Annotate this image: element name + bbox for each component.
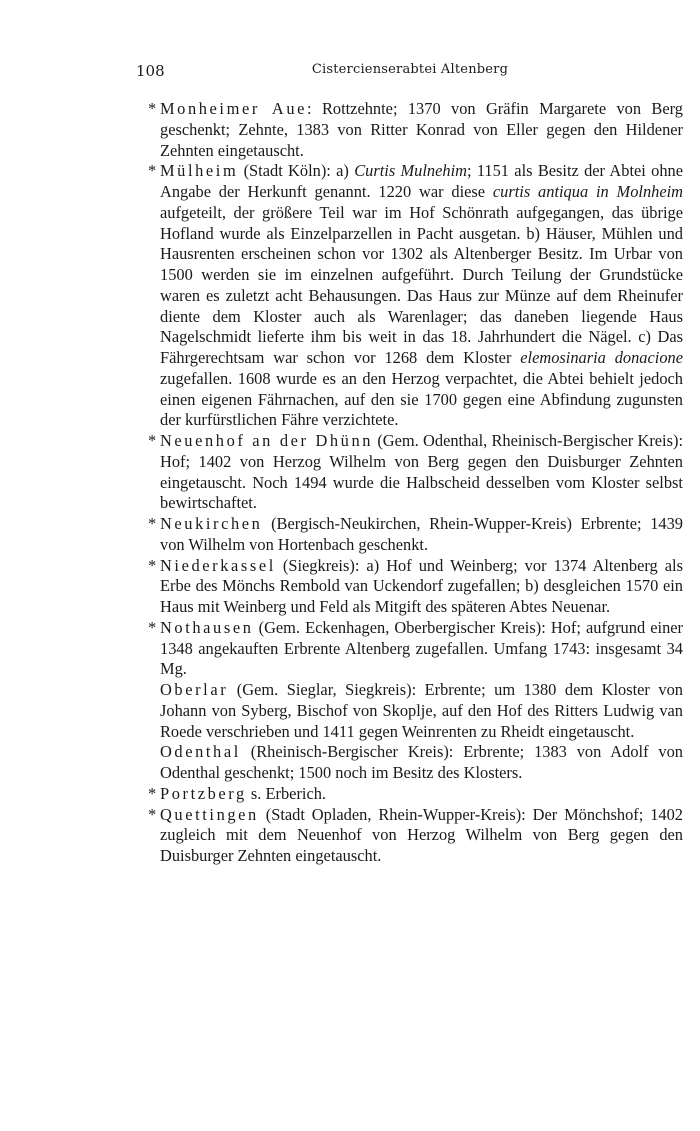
entry-text: zugefallen. 1608 wurde es an den Herzog verpachtet, die Abtei behielt jedoch einen eigenen Fährnachen, auf den sie 1700 gegen eine Abfindung zugunsten der kurfürstlichen Fähre verzichtete.: [160, 368, 683, 430]
entry-monheimer-aue: [139, 99, 683, 161]
entry-oberlar: [139, 680, 683, 742]
entry-lemma: Neukirchen: [160, 514, 263, 533]
entry-text: ; 1151 als Besitz der Abtei ohne Angabe der Herkunft genannt. 1220 war diese: [160, 161, 683, 201]
entry-portzberg: [139, 784, 683, 805]
entry-text: (Stadt Opladen, Rhein-Wupper-Kreis): Der Mönchshof; 1402 zugleich mit dem Neuenhof von Herzog Wilhelm von Berg gegen den Duisburger Zehnten eingetauscht.: [160, 804, 683, 865]
page-number: 108: [136, 62, 165, 80]
asterisk-marker: *: [148, 431, 157, 450]
entry-lemma: Mülheim: [160, 161, 239, 181]
entry-italic-phrase: curtis antiqua in Molnheim: [492, 182, 684, 201]
entry-lemma: Monheimer Aue: [160, 99, 308, 118]
entry-muelheim: [139, 161, 683, 431]
asterisk-marker: *: [148, 514, 157, 533]
entry-lemma: Portzberg: [160, 783, 247, 803]
entry-text: (Bergisch-Neukirchen, Rhein-Wupper-Kreis) Erbrente; 1439 von Wilhelm von Hortenbach geschenkt.: [160, 514, 683, 554]
entry-text: s. Erberich.: [246, 783, 327, 803]
entry-neuenhof: [139, 431, 683, 514]
entry-text: (Rheinisch-Bergischer Kreis): Erbrente; 1383 von Adolf von Odenthal geschenkt; 1500 noch im Besitz des Klosters.: [160, 742, 683, 782]
entry-text: (Gem. Sieglar, Siegkreis): Erbrente; um 1380 dem Kloster von Johann von Syberg, Bischof von Skoplje, auf den Hof des Ritters Ludwig van Roede verschrieben und 1411 gegen Weinrenten zu Rheidt eingetauscht.: [160, 680, 683, 741]
entry-lemma: Odenthal: [160, 742, 241, 762]
entry-lemma: Niederkassel: [160, 555, 276, 575]
entry-niederkassel: [139, 556, 683, 618]
asterisk-marker: *: [148, 783, 157, 803]
entry-text: (Stadt Köln): a): [238, 161, 355, 181]
asterisk-marker: *: [148, 161, 157, 181]
entry-lemma: Oberlar: [160, 680, 229, 699]
entry-italic-phrase: Curtis Mulnehim: [354, 161, 467, 181]
entry-lemma: Quettingen: [160, 804, 259, 824]
entry-text: (Gem. Eckenhagen, Oberbergischer Kreis): Hof; aufgrund einer 1348 angekauften Erbrente Altenberg zugefallen. Umfang 1743: insgesamt 34 Mg.: [160, 617, 683, 679]
entry-odenthal: [139, 742, 683, 784]
entry-text: (Gem. Odenthal, Rheinisch-Bergischer Kreis): Hof; 1402 von Herzog Wilhelm von Berg gegen den Duisburger Zehnten eingetauscht. Noch 1494 wurde die Halbscheid desselben vom Kloster selbst bewirtschaftet.: [160, 431, 683, 513]
entry-quettingen: [139, 805, 683, 867]
entry-text: : Rottzehnte; 1370 von Gräfin Margarete von Berg geschenkt; Zehnte, 1383 von Ritter Konrad von Eller gegen den Hildener Zehnten eingetauscht.: [160, 99, 683, 160]
asterisk-marker: *: [148, 617, 157, 637]
entry-neukirchen: [139, 514, 683, 556]
page-header: [136, 62, 684, 84]
running-title: Cistercienserabtei Altenberg: [311, 62, 509, 77]
entry-nothausen: [139, 618, 683, 680]
entry-lemma: Neuenhof an der Dhünn: [160, 431, 374, 450]
asterisk-marker: *: [148, 99, 157, 118]
asterisk-marker: *: [148, 555, 157, 575]
entry-text: aufgeteilt, der größere Teil war im Hof Schönrath aufgegangen, das übrige Hofland wurde als Einzelparzellen in Pacht ausgetan. b) Häuser, Mühlen und Hausrenten erscheinen schon vor 1302 als Altenberger Besitz. Im Urbar von 1500 werden sie im einzelnen aufgeführt. Durch Teilung der Grundstücke waren es zuletzt acht Behausungen. Das Haus zur Münze auf dem Rheinufer diente dem Kloster auch als Warenlager; das daneben liegende Haus Nagelschmidt lieferte ihm bis weit in das 18. Jahrhundert die Nägel. c) Das Fährgerechtsam war schon vor 1268 dem Kloster: [160, 202, 683, 367]
body-text: [139, 99, 683, 867]
entry-italic-phrase: elemosinaria donacione: [520, 348, 683, 367]
entry-text: (Siegkreis): a) Hof und Weinberg; vor 1374 Altenberg als Erbe des Mönchs Rembold van Uckendorf zugefallen; b) desgleichen 1570 ein Haus mit Weinberg und Feld als Mitgift des späteren Abtes Neuenar.: [160, 555, 683, 616]
asterisk-marker: *: [148, 804, 157, 824]
entry-lemma: Nothausen: [160, 617, 254, 637]
